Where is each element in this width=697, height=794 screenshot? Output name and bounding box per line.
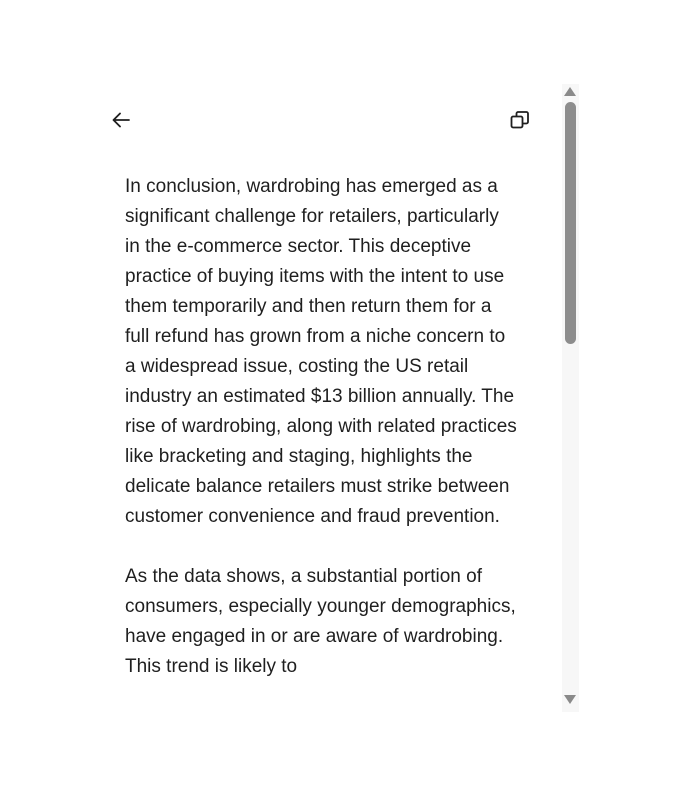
scroll-down-arrow-icon[interactable] [564,695,576,704]
arrow-left-icon [109,108,133,132]
copy-icon [508,108,532,132]
scroll-up-arrow-icon[interactable] [564,87,576,96]
paragraph: As the data shows, a substantial portion of consumers, especially younger demographics, have engaged in or are aware of wardrobing. This trend is likely to [125,566,516,677]
article-content [96,172,556,682]
panel-header [96,104,546,136]
copy-button[interactable] [504,104,536,136]
vertical-scrollbar[interactable] [562,84,579,712]
paragraph: In conclusion, wardrobing has emerged as a significant challenge for retailers, particularly in the e-commerce sector. This deceptive practice of buying items with the intent to use them temporarily and then return them for a full refund has grown from a niche concern to a widespread issue, costing the US retail industry an estimated $13 billion annually. The rise of wardrobing, along with related practices like bracketing and staging, highlights the delicate balance retailers must strike between customer convenience and fraud prevention. [125,176,517,527]
scrollbar-thumb[interactable] [565,102,576,344]
article-panel [96,84,586,712]
back-button[interactable] [105,104,137,136]
article-content-viewport[interactable] [96,172,556,708]
